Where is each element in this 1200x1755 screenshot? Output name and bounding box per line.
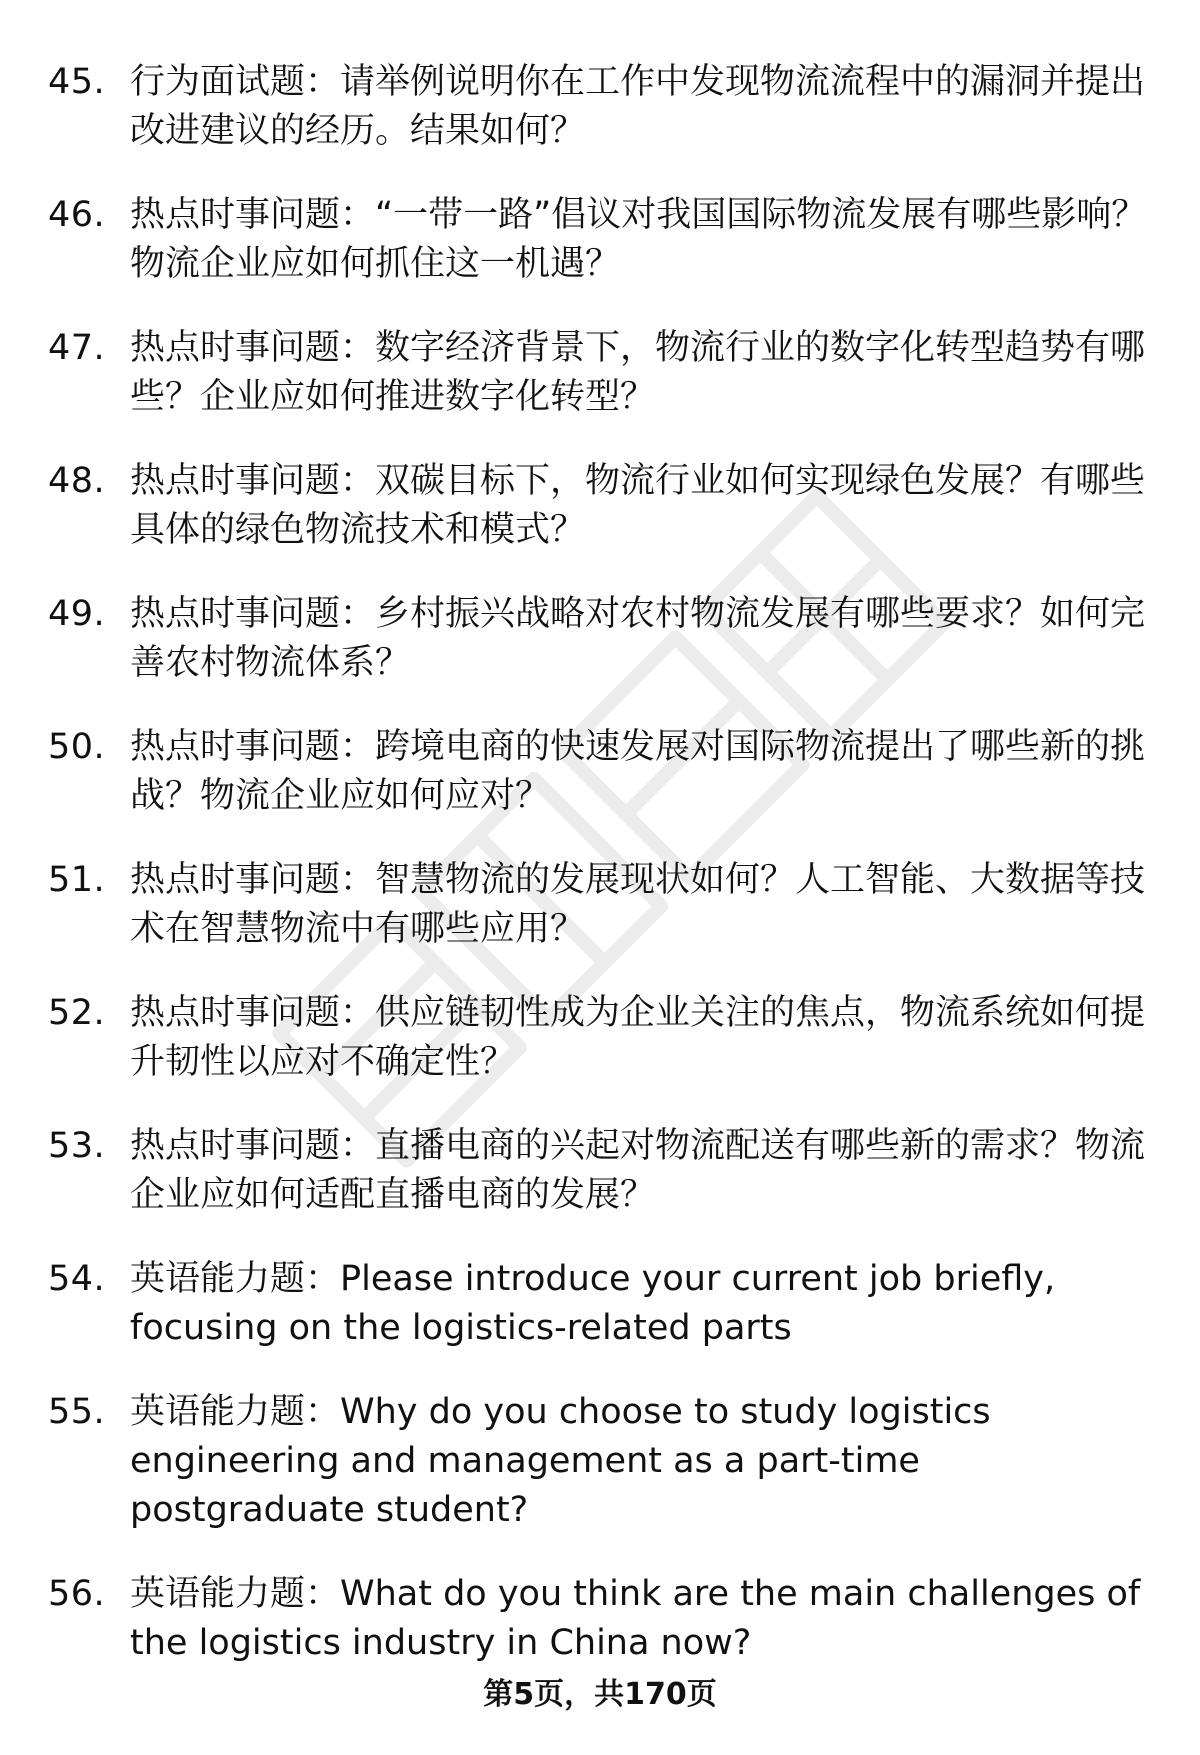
question-item — [48, 1122, 1158, 1220]
question-text: 热点时事问题：双碳目标下，物流行业如何实现绿色发展？有哪些具体的绿色物流技术和模式？ — [130, 461, 1146, 550]
question-number: 51. — [48, 860, 106, 900]
question-item — [48, 856, 1158, 954]
question-number: 53. — [48, 1126, 106, 1166]
question-number: 48. — [48, 461, 106, 501]
question-text: 英语能力题：What do you think are the main challenges of the logistics industry in China now? — [130, 1574, 1141, 1663]
question-item — [48, 1570, 1158, 1668]
question-list — [48, 58, 1158, 1703]
question-text: 行为面试题：请举例说明你在工作中发现物流流程中的漏洞并提出改进建议的经历。结果如何？ — [130, 62, 1146, 151]
question-number: 45. — [48, 62, 106, 102]
question-item — [48, 723, 1158, 821]
question-number: 55. — [48, 1392, 106, 1432]
page-number-footer: 第5页，共170页 — [483, 1677, 717, 1712]
question-number: 50. — [48, 727, 106, 767]
question-number: 54. — [48, 1259, 106, 1299]
question-item — [48, 1388, 1158, 1535]
question-item — [48, 191, 1158, 289]
question-text: 热点时事问题：直播电商的兴起对物流配送有哪些新的需求？物流企业应如何适配直播电商的发展？ — [130, 1126, 1146, 1215]
question-text: 热点时事问题：智慧物流的发展现状如何？人工智能、大数据等技术在智慧物流中有哪些应用？ — [130, 860, 1146, 949]
question-text: 热点时事问题：“一带一路”倡议对我国国际物流发展有哪些影响？物流企业应如何抓住这一机遇？ — [130, 195, 1147, 284]
question-text: 热点时事问题：供应链韧性成为企业关注的焦点，物流系统如何提升韧性以应对不确定性？ — [130, 993, 1146, 1082]
question-number: 49. — [48, 594, 106, 634]
question-item — [48, 324, 1158, 422]
question-text: 热点时事问题：数字经济背景下，物流行业的数字化转型趋势有哪些？企业应如何推进数字化转型？ — [130, 328, 1146, 417]
question-item — [48, 590, 1158, 688]
question-number: 47. — [48, 328, 106, 368]
question-number: 56. — [48, 1574, 106, 1614]
question-number: 46. — [48, 195, 106, 235]
question-text: 热点时事问题：跨境电商的快速发展对国际物流提出了哪些新的挑战？物流企业应如何应对？ — [130, 727, 1146, 816]
question-text: 热点时事问题：乡村振兴战略对农村物流发展有哪些要求？如何完善农村物流体系？ — [130, 594, 1146, 683]
question-item — [48, 1255, 1158, 1353]
question-text: 英语能力题：Please introduce your current job briefly, focusing on the logistics-related parts — [130, 1259, 1056, 1348]
question-item — [48, 457, 1158, 555]
question-text: 英语能力题：Why do you choose to study logistics engineering and management as a part-time postgraduate student? — [130, 1392, 991, 1530]
question-number: 52. — [48, 993, 106, 1033]
question-item — [48, 58, 1158, 156]
question-item — [48, 989, 1158, 1087]
